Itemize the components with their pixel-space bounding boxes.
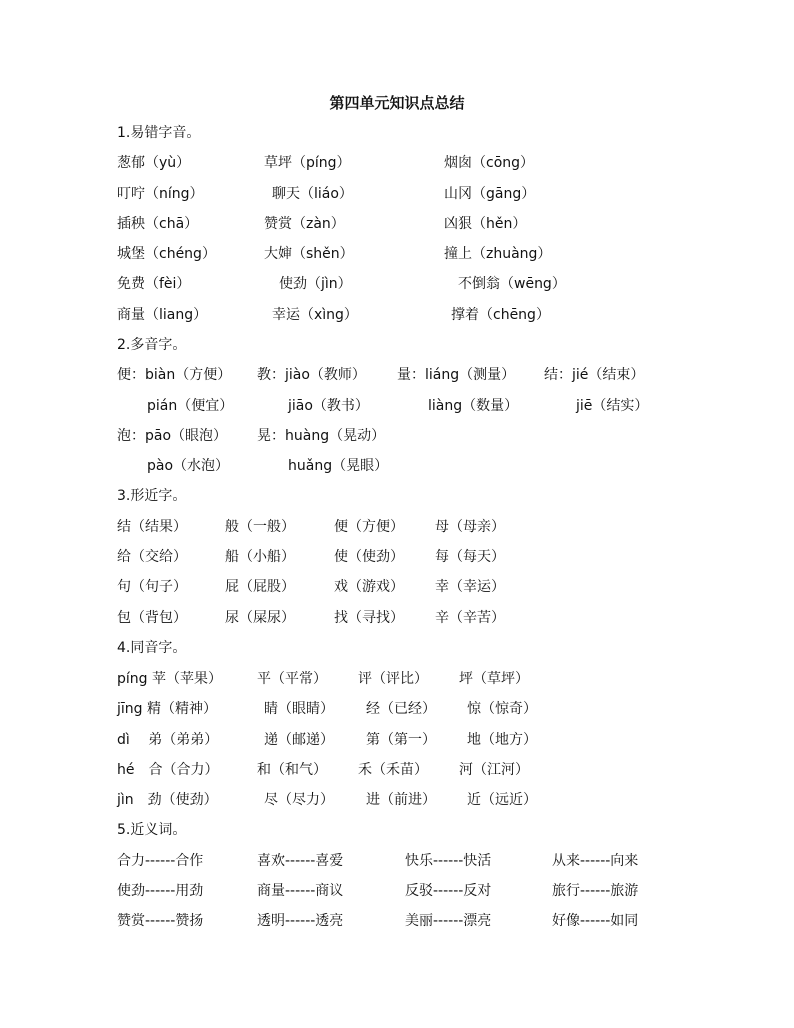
section-heading: 5.近义词。 xyxy=(117,822,187,838)
list-item: 结：jié（结束） xyxy=(544,367,645,383)
list-item: 聊天（liáo） xyxy=(272,186,353,202)
list-item: liàng（数量） xyxy=(428,398,519,414)
list-item: 赞赏------赞扬 xyxy=(117,913,204,929)
list-row xyxy=(0,395,794,417)
list-item: 地（地方） xyxy=(467,732,537,748)
list-row xyxy=(0,789,794,811)
list-item: 从来------向来 xyxy=(552,853,639,869)
list-item: 屁（屁股） xyxy=(225,579,295,595)
list-item: 山冈（gāng） xyxy=(444,186,536,202)
list-item: 合力------合作 xyxy=(117,853,204,869)
list-item: 结（结果） xyxy=(117,519,187,535)
list-item: 凶狠（hěn） xyxy=(444,216,527,232)
list-row xyxy=(0,243,794,265)
list-row xyxy=(0,910,794,932)
list-row xyxy=(0,546,794,568)
list-item: 烟囱（cōng） xyxy=(444,155,535,171)
list-row xyxy=(0,183,794,205)
list-item: 不倒翁（wēng） xyxy=(458,276,566,292)
list-item: huǎng（晃眼） xyxy=(288,458,389,474)
list-row xyxy=(0,273,794,295)
list-item: 快乐------快活 xyxy=(405,853,492,869)
list-item: 便（方便） xyxy=(334,519,404,535)
list-item: 平（平常） xyxy=(257,671,327,687)
list-item: 使（使劲） xyxy=(334,549,404,565)
list-item: 般（一般） xyxy=(225,519,295,535)
section-heading: 3.形近字。 xyxy=(117,488,187,504)
section-2 xyxy=(0,334,794,356)
section-heading: 2.多音字。 xyxy=(117,337,187,353)
list-item: 包（背包） xyxy=(117,610,187,626)
list-item: 美丽------漂亮 xyxy=(405,913,492,929)
list-row xyxy=(0,576,794,598)
list-item: 句（句子） xyxy=(117,579,187,595)
list-row xyxy=(0,607,794,629)
list-item: 葱郁（yù） xyxy=(117,155,191,171)
list-item: jiāo（教书） xyxy=(288,398,369,414)
list-item: 递（邮递） xyxy=(264,732,334,748)
list-item: jīng 精（精神） xyxy=(117,701,217,717)
list-item: 插秧（chā） xyxy=(117,216,199,232)
list-row xyxy=(0,668,794,690)
list-row xyxy=(0,516,794,538)
list-row xyxy=(0,880,794,902)
list-item: 给（交给） xyxy=(117,549,187,565)
list-row xyxy=(0,213,794,235)
list-item: 近（远近） xyxy=(467,792,537,808)
list-row xyxy=(0,850,794,872)
list-item: dì 弟（弟弟） xyxy=(117,732,219,748)
list-row xyxy=(0,425,794,447)
list-row xyxy=(0,729,794,751)
list-item: 惊（惊奇） xyxy=(467,701,537,717)
page-title: 第四单元知识点总结 xyxy=(329,94,465,112)
section-heading: 1.易错字音。 xyxy=(117,125,201,141)
list-item: 尽（尽力） xyxy=(264,792,334,808)
list-item: 幸（幸运） xyxy=(435,579,505,595)
list-item: 晃：huàng（晃动） xyxy=(257,428,386,444)
list-row xyxy=(0,304,794,326)
list-item: píng 苹（苹果） xyxy=(117,671,222,687)
list-item: 使劲------用劲 xyxy=(117,883,204,899)
section-1 xyxy=(0,122,794,144)
list-item: pào（水泡） xyxy=(147,458,230,474)
list-item: 好像------如同 xyxy=(552,913,639,929)
list-item: 使劲（jìn） xyxy=(279,276,352,292)
list-item: 旅行------旅游 xyxy=(552,883,639,899)
list-item: 经（已经） xyxy=(366,701,436,717)
list-item: 商量（liang） xyxy=(117,307,208,323)
list-item: 叮咛（níng） xyxy=(117,186,204,202)
list-item: 每（每天） xyxy=(435,549,505,565)
list-item: 撞上（zhuàng） xyxy=(444,246,552,262)
list-item: 船（小船） xyxy=(225,549,295,565)
list-item: 城堡（chéng） xyxy=(117,246,216,262)
list-item: 第（第一） xyxy=(366,732,436,748)
list-item: 戏（游戏） xyxy=(334,579,404,595)
list-row xyxy=(0,364,794,386)
list-item: 和（和气） xyxy=(257,762,327,778)
list-item: 便：biàn（方便） xyxy=(117,367,232,383)
list-item: jìn 劲（使劲） xyxy=(117,792,218,808)
list-item: 评（评比） xyxy=(358,671,428,687)
list-item: 免费（fèi） xyxy=(117,276,191,292)
list-item: 喜欢------喜爱 xyxy=(257,853,344,869)
list-item: 大婶（shěn） xyxy=(264,246,354,262)
list-item: 河（江河） xyxy=(459,762,529,778)
section-heading: 4.同音字。 xyxy=(117,640,187,656)
list-row xyxy=(0,759,794,781)
list-item: hé 合（合力） xyxy=(117,762,219,778)
section-4 xyxy=(0,637,794,659)
list-item: 进（前进） xyxy=(366,792,436,808)
list-item: 教：jiào（教师） xyxy=(257,367,366,383)
section-5 xyxy=(0,819,794,841)
list-item: 母（母亲） xyxy=(435,519,505,535)
list-row xyxy=(0,698,794,720)
list-item: jiē（结实） xyxy=(576,398,649,414)
list-item: 商量------商议 xyxy=(257,883,344,899)
list-item: 量：liáng（测量） xyxy=(397,367,516,383)
list-row xyxy=(0,455,794,477)
list-item: 泡：pāo（眼泡） xyxy=(117,428,228,444)
list-item: 找（寻找） xyxy=(334,610,404,626)
list-row xyxy=(0,152,794,174)
list-item: 幸运（xìng） xyxy=(272,307,358,323)
section-3 xyxy=(0,485,794,507)
list-item: 反驳------反对 xyxy=(405,883,492,899)
list-item: 草坪（píng） xyxy=(264,155,351,171)
list-item: 坪（草坪） xyxy=(459,671,529,687)
list-item: 尿（屎尿） xyxy=(225,610,295,626)
list-item: 赞赏（zàn） xyxy=(264,216,345,232)
list-item: 撑着（chēng） xyxy=(451,307,550,323)
list-item: 禾（禾苗） xyxy=(358,762,428,778)
list-item: pián（便宜） xyxy=(147,398,234,414)
list-item: 睛（眼睛） xyxy=(264,701,334,717)
list-item: 辛（辛苦） xyxy=(435,610,505,626)
list-item: 透明------透亮 xyxy=(257,913,344,929)
